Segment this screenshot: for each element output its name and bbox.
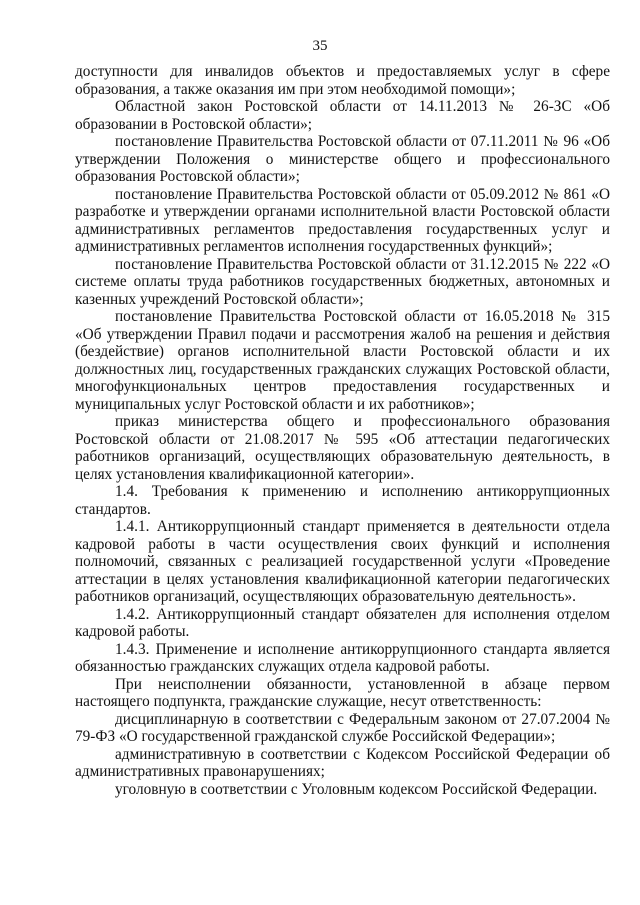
document-body	[75, 63, 610, 798]
paragraph-14: административную в соответствии с Кодексом Российской Федерации об административных правонарушениях;	[75, 745, 610, 780]
paragraph-9: 1.4.1. Антикоррупционный стандарт применяется в деятельности отдела кадровой работы в части осуществления своих функций и исполнения полномочий, связанных с реализацией государственной услуги «Проведение аттестации в целях установления квалификационной категории педагогических работников организаций, осуществляющих образовательную деятельность».	[75, 518, 610, 605]
paragraph-8: 1.4. Требования к применению и исполнению антикоррупционных стандартов.	[75, 483, 610, 518]
paragraph-5: постановление Правительства Ростовской области от 31.12.2015 № 222 «О системе оплаты труда работников государственных бюджетных, автономных и казенных учреждений Ростовской области»;	[75, 255, 610, 308]
paragraph-6: постановление Правительства Ростовской области от 16.05.2018 № 315 «Об утверждении Правил подачи и рассмотрения жалоб на решения и действия (бездействие) органов исполнительной власти Ростовской области и их должностных лиц, государственных гражданских служащих Ростовской области, многофункциональных центров предоставления государственных и муниципальных услуг Ростовской области и их работников»;	[75, 308, 610, 413]
paragraph-13: дисциплинарную в соответствии с Федеральным законом от 27.07.2004 № 79-ФЗ «О государственной гражданской службе Российской Федерации»;	[75, 710, 610, 745]
paragraph-7: приказ министерства общего и профессионального образования Ростовской области от 21.08.2017 № 595 «Об аттестации педагогических работников организаций, осуществляющих образовательную деятельность, в целях установления квалификационной категории».	[75, 413, 610, 483]
paragraph-10: 1.4.2. Антикоррупционный стандарт обязателен для исполнения отделом кадровой работы.	[75, 605, 610, 640]
paragraph-15: уголовную в соответствии с Уголовным кодексом Российской Федерации.	[115, 780, 598, 798]
paragraph-2: Областной закон Ростовской области от 14.11.2013 № 26-ЗС «Об образовании в Ростовской области»;	[75, 98, 610, 133]
page-number: 35	[312, 38, 328, 54]
paragraph-3: постановление Правительства Ростовской области от 07.11.2011 № 96 «Об утверждении Положения о министерстве общего и профессионального образования Ростовской области»;	[75, 133, 610, 185]
paragraph-11: 1.4.3. Применение и исполнение антикоррупционного стандарта является обязанностью гражданских служащих отдела кадровой работы.	[75, 640, 610, 675]
paragraph-4: постановление Правительства Ростовской области от 05.09.2012 № 861 «О разработке и утверждении органами исполнительной власти Ростовской области административных регламентов предоставления государственных услуг и административных регламентов исполнения государственных функций»;	[75, 185, 610, 255]
paragraph-12: При неисполнении обязанности, установленной в абзаце первом настоящего подпункта, гражданские служащие, несут ответственность:	[75, 675, 610, 710]
paragraph-1: доступности для инвалидов объектов и предоставляемых услуг в сфере образования, а также оказания им при этом необходимой помощи»;	[75, 63, 610, 98]
